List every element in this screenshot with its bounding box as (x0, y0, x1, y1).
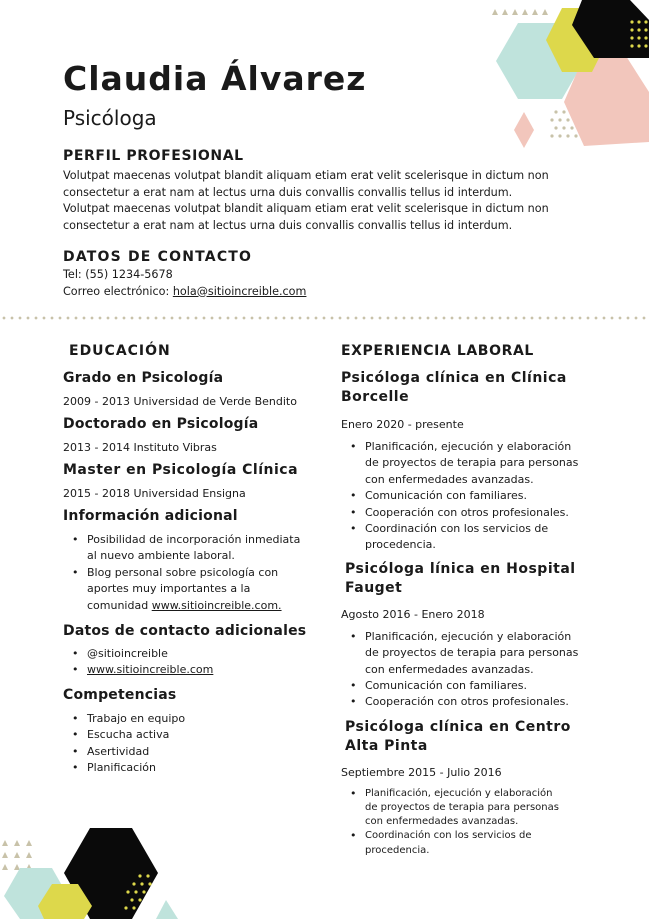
job-title: Psicóloga línica en Hospital Fauget (345, 560, 576, 596)
job-title: Psicóloga clínica en Clínica Borcelle (341, 370, 567, 405)
extra-contact-list (63, 646, 313, 679)
left-column (63, 344, 313, 776)
list-item (63, 662, 313, 678)
education-detail: 2013 - 2014 Instituto Vibras (63, 441, 217, 454)
blog-link[interactable]: www.sitioincreible.com. (151, 598, 282, 612)
additional-info-heading: Información adicional (63, 508, 238, 524)
skill-item: • Trabajo en equipo (63, 711, 313, 727)
website-link[interactable]: www.sitioincreible.com (87, 663, 214, 677)
skill-item: • Asertividad (63, 744, 313, 760)
mint-triangle (156, 900, 178, 919)
task-item: • Planificación, ejecución y elaboración de proyectos de terapia para personas con enfermedades avanzadas. (341, 629, 586, 678)
contact-block (63, 267, 306, 300)
hexagon-decoration-top (480, 0, 649, 150)
profile-summary (63, 168, 583, 234)
profile-paragraph: Volutpat maecenas volutpat blandit aliquam etiam erat velit scelerisque in dictum non consectetur a erat nam at lectus urna duis convallis convallis tellus id interdum. (63, 202, 549, 232)
job-dates: Agosto 2016 - Enero 2018 (341, 607, 485, 621)
education-degree: Grado en Psicología (63, 370, 224, 386)
list-item-text: Blog personal sobre psicología con aportes muy importantes a la comunidad (87, 565, 279, 612)
job-title: Psicóloga clínica en Centro Alta Pinta (345, 718, 571, 754)
task-item: • Coordinación con los servicios de procedencia. (341, 829, 566, 857)
task-item: • Comunicación con familiares. (341, 488, 586, 504)
candidate-name: Claudia Álvarez (63, 59, 367, 98)
job-dates: Septiembre 2015 - Julio 2016 (341, 765, 502, 779)
skills-list (63, 711, 313, 777)
job-tasks (341, 439, 586, 554)
dotted-divider (0, 316, 649, 320)
education-detail: 2015 - 2018 Universidad Ensigna (63, 487, 246, 500)
skill-item: • Escucha activa (63, 727, 313, 743)
skill-item: • Planificación (63, 760, 313, 776)
additional-info-list (63, 532, 303, 614)
job-tasks (341, 629, 586, 711)
job-dates: Enero 2020 - presente (341, 418, 464, 431)
task-item: • Planificación, ejecución y elaboración de proyectos de terapia para personas con enfermedades avanzadas. (341, 439, 586, 488)
email-label: Correo electrónico: (63, 284, 173, 298)
candidate-title: Psicóloga (63, 106, 157, 130)
contact-heading: DATOS DE CONTACTO (63, 249, 253, 265)
experience-heading: EXPERIENCIA LABORAL (341, 343, 534, 359)
education-detail: 2009 - 2013 Universidad de Verde Bendito (63, 395, 297, 408)
social-handle: • @sitioincreible (63, 646, 313, 662)
task-item: • Cooperación con otros profesionales. (341, 505, 586, 521)
task-item: • Comunicación con familiares. (341, 678, 586, 694)
education-degree: Doctorado en Psicología (63, 416, 259, 432)
education-degree: Master en Psicología Clínica (63, 462, 299, 478)
profile-heading: PERFIL PROFESIONAL (63, 148, 244, 164)
task-item: • Planificación, ejecución y elaboración de proyectos de terapia para personas con enfermedades avanzadas. (341, 787, 566, 830)
skills-heading: Competencias (63, 686, 177, 703)
profile-paragraph: Volutpat maecenas volutpat blandit aliquam etiam erat velit scelerisque in dictum non consectetur a erat nam at lectus urna duis convallis convallis tellus id interdum. (63, 169, 549, 199)
task-item: • Cooperación con otros profesionales. (341, 694, 586, 710)
email-link[interactable]: hola@sitioincreible.com (172, 284, 307, 298)
list-item: • Posibilidad de incorporación inmediata al nuevo ambiente laboral. (63, 532, 303, 565)
task-item: • Coordinación con los servicios de procedencia. (341, 521, 586, 554)
education-heading: EDUCACIÓN (69, 343, 171, 359)
extra-contact-heading: Datos de contacto adicionales (63, 623, 307, 640)
job-tasks (341, 787, 566, 858)
hexagon-decoration-bottom (0, 820, 190, 919)
email-line (63, 284, 306, 301)
small-pink-diamond (514, 112, 534, 148)
list-item (63, 565, 303, 614)
right-column (341, 344, 586, 858)
phone-number: Tel: (55) 1234-5678 (63, 268, 173, 281)
